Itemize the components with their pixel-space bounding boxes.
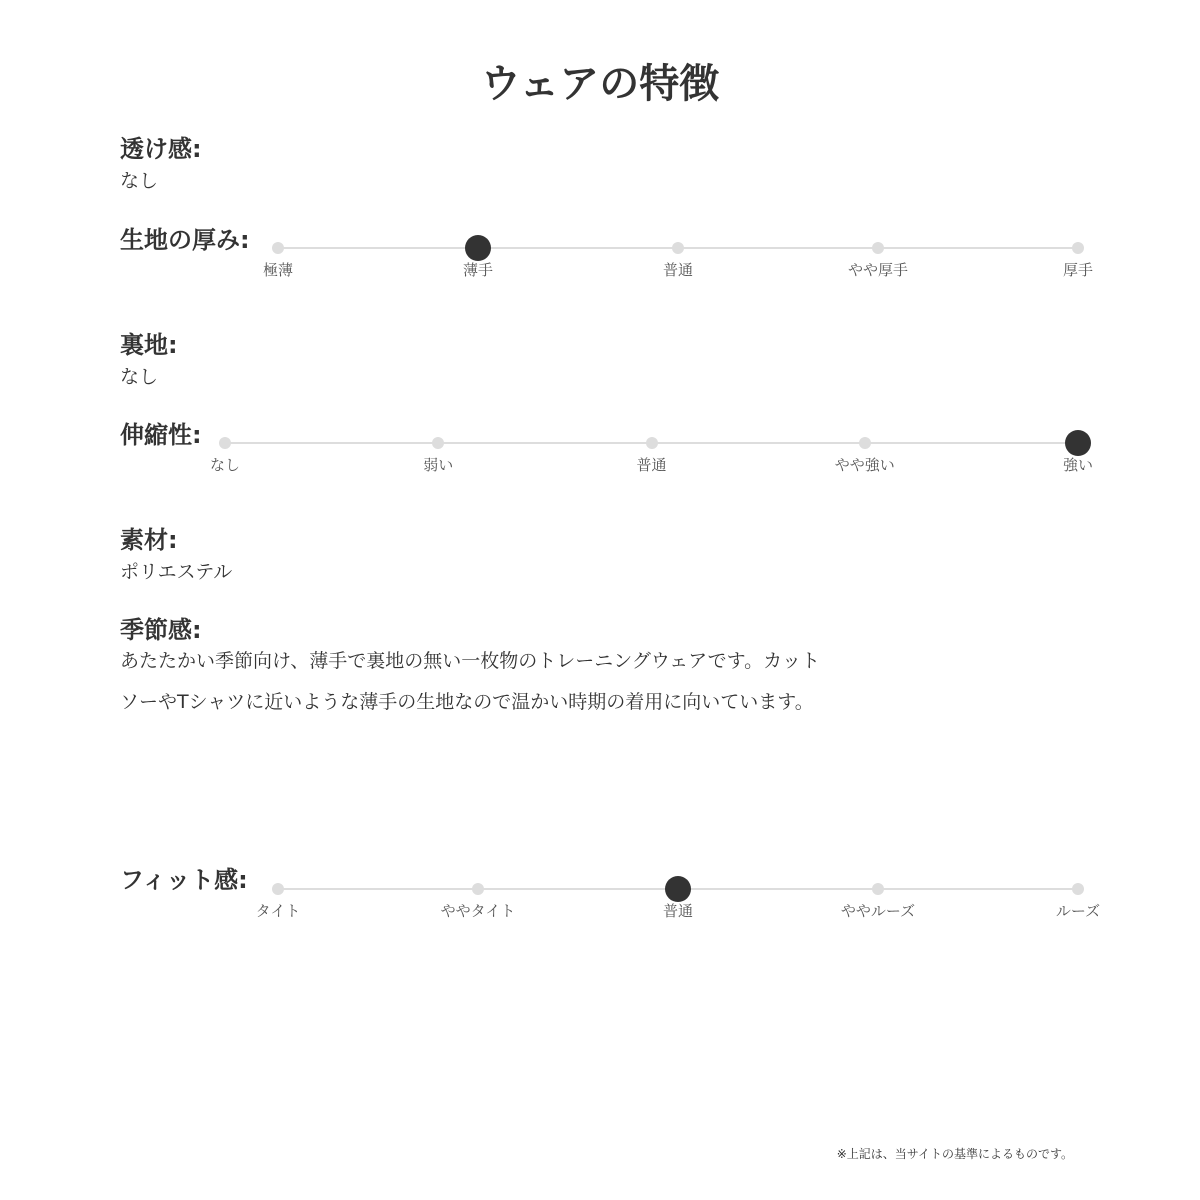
- fit-option-label: ルーズ: [1055, 902, 1101, 920]
- thickness-selected-marker: [465, 235, 491, 261]
- thickness-option-label: やや厚手: [847, 261, 908, 279]
- footnote: ※上記は、当サイトの基準によるものです。: [836, 1147, 1073, 1161]
- material-value: ポリエステル: [120, 561, 233, 583]
- stretch-scale-dot: [219, 437, 231, 449]
- stretch-selected-marker: [1065, 430, 1091, 456]
- season-description: [120, 641, 920, 723]
- stretch-option-label: なし: [209, 456, 240, 474]
- stretch-option-label: 弱い: [423, 456, 454, 474]
- stretch-label: 伸縮性:: [120, 421, 202, 449]
- thickness-scale-dot: [672, 242, 684, 254]
- page-title: ウェアの特徴: [480, 61, 720, 107]
- fit-option-label: 普通: [662, 902, 693, 920]
- fit-label: フィット感:: [120, 866, 248, 894]
- fit-selected-marker: [665, 876, 691, 902]
- thickness-option-label: 薄手: [462, 261, 493, 279]
- stretch-scale-dot: [859, 437, 871, 449]
- thickness-option-label: 極薄: [262, 261, 293, 279]
- stretch-option-label: やや強い: [834, 456, 895, 474]
- thickness-label: 生地の厚み:: [120, 226, 250, 254]
- sheerness-label: 透け感:: [120, 135, 202, 163]
- fit-scale-dot: [1072, 883, 1084, 895]
- fit-scale-dot: [872, 883, 884, 895]
- thickness-option-label: 厚手: [1062, 261, 1093, 279]
- stretch-option-label: 強い: [1062, 456, 1093, 474]
- material-label: 素材:: [120, 526, 178, 554]
- stretch-option-label: 普通: [636, 456, 667, 474]
- lining-value: なし: [120, 366, 159, 388]
- thickness-scale-dot: [272, 242, 284, 254]
- season-label: 季節感:: [120, 616, 202, 644]
- sheerness-value: なし: [120, 170, 159, 192]
- thickness-scale-dot: [872, 242, 884, 254]
- stretch-scale-dot: [646, 437, 658, 449]
- lining-label: 裏地:: [120, 331, 178, 359]
- fit-scale-dot: [272, 883, 284, 895]
- season-description-line: あたたかい季節向け、薄手で裏地の無い一枚物のトレーニングウェアです。カット: [120, 650, 820, 672]
- thickness-option-label: 普通: [662, 261, 693, 279]
- fit-option-label: ややタイト: [440, 902, 516, 920]
- thickness-scale-dot: [1072, 242, 1084, 254]
- fit-scale-dot: [472, 883, 484, 895]
- stretch-scale-dot: [432, 437, 444, 449]
- fit-option-label: ややルーズ: [840, 902, 916, 920]
- season-description-line: ソーやTシャツに近いような薄手の生地なので温かい時期の着用に向いています。: [120, 691, 814, 713]
- fit-option-label: タイト: [255, 902, 301, 920]
